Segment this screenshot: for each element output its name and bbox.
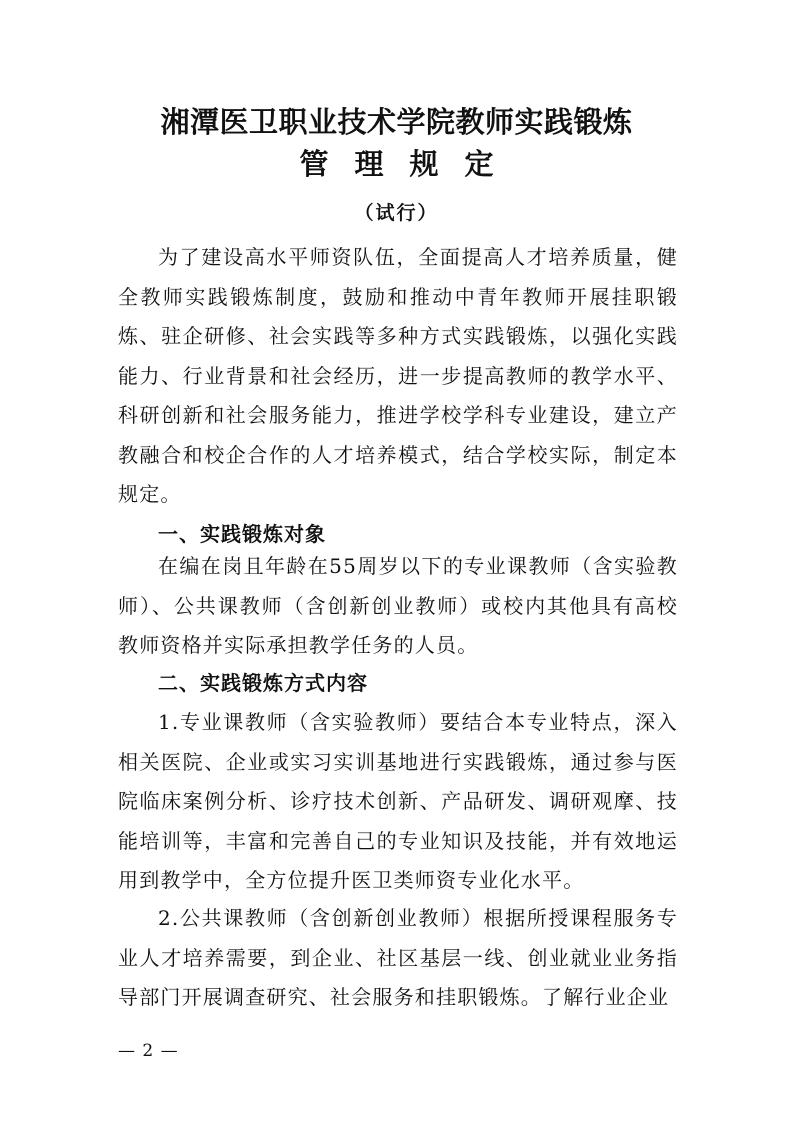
item2-paragraph: 2.公共课教师（含创新创业教师）根据所授课程服务专业人才培养需要，到企业、社区基层一线、创业就业业务指导部门开展调查研究、社会服务和挂职锻炼。了解行业企业 (118, 906, 678, 1009)
item1-paragraph: 1.专业课教师（含实验教师）要结合本专业特点，深入相关医院、企业或实习实训基地进行实践锻炼，通过参与医院临床案例分析、诊疗技术创新、产品研发、调研观摩、技能培训等，丰富和完善自己的专业知识及技能，并有效地运用到教学中，全方位提升医卫类师资专业化水平。 (118, 710, 678, 892)
document-title-line1: 湘潭医卫职业技术学院教师实践锻炼 (160, 105, 633, 139)
section2-heading-block (118, 664, 678, 704)
section2-heading: 二、实践锻炼方式内容 (158, 671, 368, 695)
section1-body (118, 547, 678, 666)
section1-heading: 一、实践锻炼对象 (158, 522, 326, 546)
section2-item2 (118, 899, 678, 1016)
intro-section (118, 238, 678, 515)
page-number: — 2 — (118, 1041, 179, 1061)
section2-item1 (118, 703, 678, 901)
section1-paragraph: 在编在岗且年龄在55周岁以下的专业课教师（含实验教师）、公共课教师（含创新创业教师）或校内其他具有高校教师资格并实际承担教学任务的人员。 (118, 554, 678, 657)
intro-paragraph: 为了建设高水平师资队伍，全面提高人才培养质量，健全教师实践锻炼制度，鼓励和推动中青年教师开展挂职锻炼、驻企研修、社会实践等多种方式实践锻炼，以强化实践能力、行业背景和社会经历，进一步提高教师的教学水平、科研创新和社会服务能力，推进学校学科专业建设，建立产教融合和校企合作的人才培养模式，结合学校实际，制定本规定。 (118, 245, 678, 506)
document-subtitle: （试行） (354, 202, 439, 224)
document-title-line2: 管理规定 (299, 147, 520, 181)
